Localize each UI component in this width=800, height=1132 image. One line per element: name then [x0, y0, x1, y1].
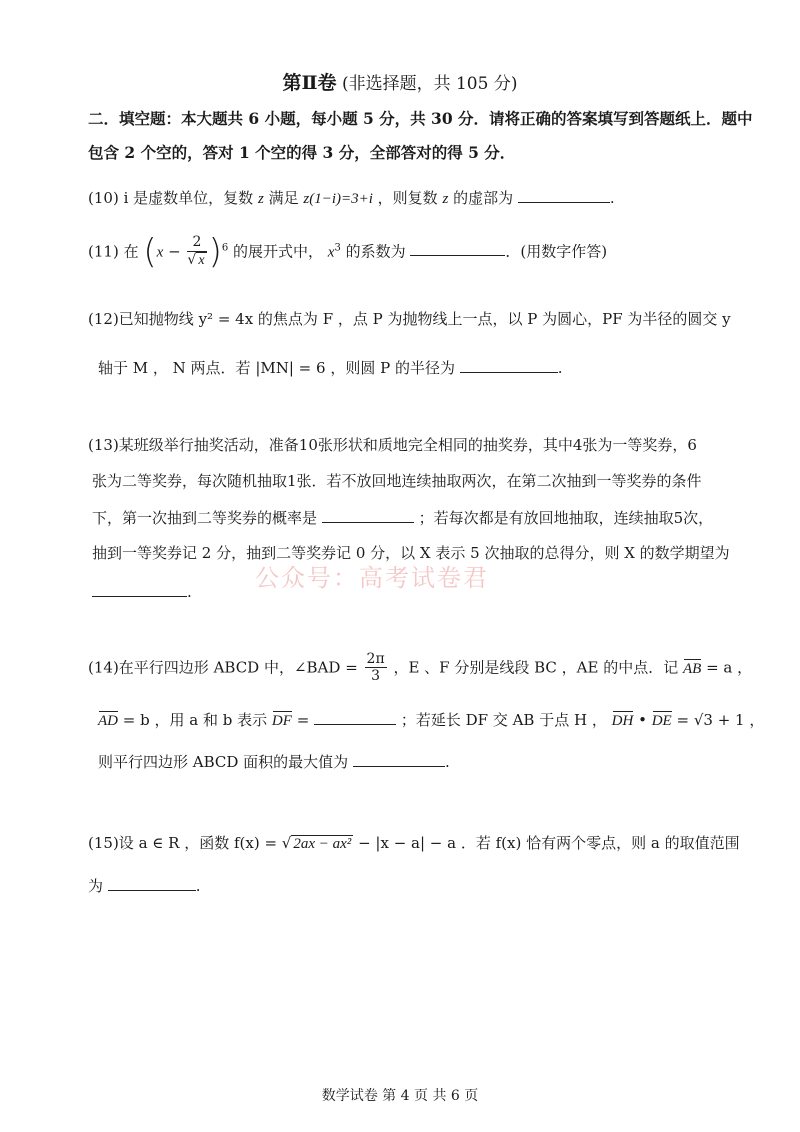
q11-end: ．(用数字作答) — [505, 242, 608, 261]
section-heading-line1: 二．填空题：本大题共 6 小题，每小题 5 分，共 30 分．请将正确的答案填写到答题纸上．题中 — [88, 109, 753, 128]
question-14-line3 — [98, 752, 450, 771]
question-13-line1 — [88, 436, 697, 454]
q14-vector-ab: AB — [682, 660, 702, 677]
q12-end: . — [557, 359, 563, 377]
question-14-line1 — [88, 652, 752, 685]
question-13-line3 — [92, 508, 713, 527]
part-title — [0, 72, 800, 95]
q14-line2-e: = √3 + 1 ， — [676, 711, 765, 729]
q10-number: (10) — [88, 189, 119, 207]
page-footer: 数学试卷 第 4 页 共 6 页 — [321, 1088, 479, 1104]
part-title-sub: (非选择题，共 105 分) — [341, 74, 518, 94]
q15-number: (15) — [88, 834, 119, 852]
q12-line2: 轴于 M ， N 两点．若 |MN| = 6 ，则圆 P 的半径为 — [98, 359, 455, 377]
q15-answer-blank[interactable] — [108, 876, 196, 891]
q14-line2-d: ；若延长 DF 交 AB 于点 H ， — [400, 711, 607, 729]
q14-line2-c: = — [296, 711, 310, 729]
q10-text-a: i 是虚数单位，复数 — [123, 189, 254, 207]
question-10: (10) i 是虚数单位，复数 z 满足 z(1−i)=3+i ，则复数 z 的虚部为 . — [88, 189, 615, 207]
question-12-line2 — [98, 358, 563, 377]
question-13-line2: 张为二等奖券，每次随机抽取1张．若不放回地连续抽取两次，在第二次抽到一等奖券的条件 — [92, 472, 702, 490]
question-11: (11) 在 (x − $\frac{2}{√ x}$ )$^6$ 的展开式中， $x^3$ 的系数为 ．(用数字作答) — [88, 232, 608, 272]
q15-line1-a: 设 a ∈ R ，函数 f(x) = — [118, 834, 278, 852]
question-13-line4: 抽到一等奖券记 2 分，抽到二等奖券记 0 分，以 X 表示 5 次抽取的总得分，则 X 的数学期望为 — [92, 544, 730, 562]
q14-end: . — [444, 753, 450, 771]
question-14-line2 — [98, 710, 764, 730]
q13-end: . — [187, 583, 192, 601]
q13-line3-b: ；若每次都是有放回地抽取，连续抽取5次， — [418, 509, 714, 527]
q14-line1-b: ，E 、F 分别是线段 BC ，AE 的中点．记 — [393, 658, 679, 677]
q15-end: . — [195, 877, 201, 895]
q14-vector-dh: DH — [611, 713, 634, 729]
q10-text-d: 的虚部为 — [453, 189, 514, 207]
q14-vector-de: DE — [651, 713, 672, 729]
q15-line2-a: 为 — [88, 877, 104, 895]
q14-line2-b: a 和 b 表示 — [189, 711, 268, 729]
q12-line1: 已知抛物线 y² = 4x 的焦点为 F ，点 P 为抛物线上一点，以 P 为圆心，PF 为半径的圆交 y — [118, 310, 731, 328]
q14-angle-fraction: $\frac{2\pi}{3}$ — [366, 651, 385, 685]
q14-line1-a: 在平行四边形 ABCD 中，∠BAD = — [118, 658, 358, 677]
q11-text-c: 的系数为 — [345, 242, 406, 261]
question-12-line1 — [88, 310, 731, 328]
watermark: 公众号：高考试卷君 — [255, 564, 489, 592]
q14-eq-a: = a ， — [706, 658, 753, 677]
q11-text-b: 的展开式中， — [232, 242, 323, 261]
q10-expr: z(1−i)=3+i — [303, 191, 373, 207]
q14-answer-blank-2[interactable] — [353, 752, 445, 767]
q15-sqrt-body: 2ax − ax² — [293, 836, 352, 852]
question-15-line1: (15)设 a ∈ R ，函数 f(x) = √ 2ax − ax² − |x − a| − a ．若 f(x) 恰有两个零点，则 a 的取值范围 — [88, 834, 740, 852]
q14-vector-df: DF — [271, 713, 292, 729]
q10-text-c: ，则复数 — [377, 189, 438, 207]
q14-vector-ad: AD — [98, 713, 118, 729]
q12-number: (12) — [88, 310, 119, 328]
q13-number: (13) — [88, 436, 119, 454]
q11-number: (11) — [88, 242, 119, 261]
q13-line3-a: 下，第一次抽到二等奖券的概率是 — [92, 509, 318, 527]
question-15-line2 — [88, 876, 201, 895]
q10-end: . — [609, 189, 615, 207]
q10-answer-blank[interactable] — [518, 188, 610, 203]
q14-line3-a: 则平行四边形 ABCD 面积的最大值为 — [98, 753, 349, 771]
q11-answer-blank[interactable] — [410, 241, 505, 256]
q14-answer-blank-1[interactable] — [314, 710, 396, 725]
q13-answer-blank-2[interactable] — [92, 582, 187, 597]
q14-line2-a: = b ，用 — [122, 711, 185, 729]
q14-dot: • — [638, 711, 647, 729]
q10-text-b: 满足 — [268, 189, 299, 207]
q13-answer-blank-1[interactable] — [322, 508, 414, 523]
part-title-main: 第Ⅱ卷 — [282, 72, 337, 94]
q14-number: (14) — [88, 658, 119, 677]
q11-text-a: 在 — [123, 242, 139, 261]
section-heading-line2: 包含 2 个空的，答对 1 个空的得 3 分，全部答对的得 5 分． — [88, 143, 516, 162]
question-13-line5 — [92, 582, 192, 601]
q12-answer-blank[interactable] — [460, 358, 558, 373]
q13-line1: 某班级举行抽奖活动，准备10张形状和质地完全相同的抽奖券，其中4张为一等奖券，6 — [118, 436, 697, 454]
q15-line1-b: − |x − a| − a ．若 f(x) 恰有两个零点，则 a 的取值范围 — [358, 834, 740, 852]
